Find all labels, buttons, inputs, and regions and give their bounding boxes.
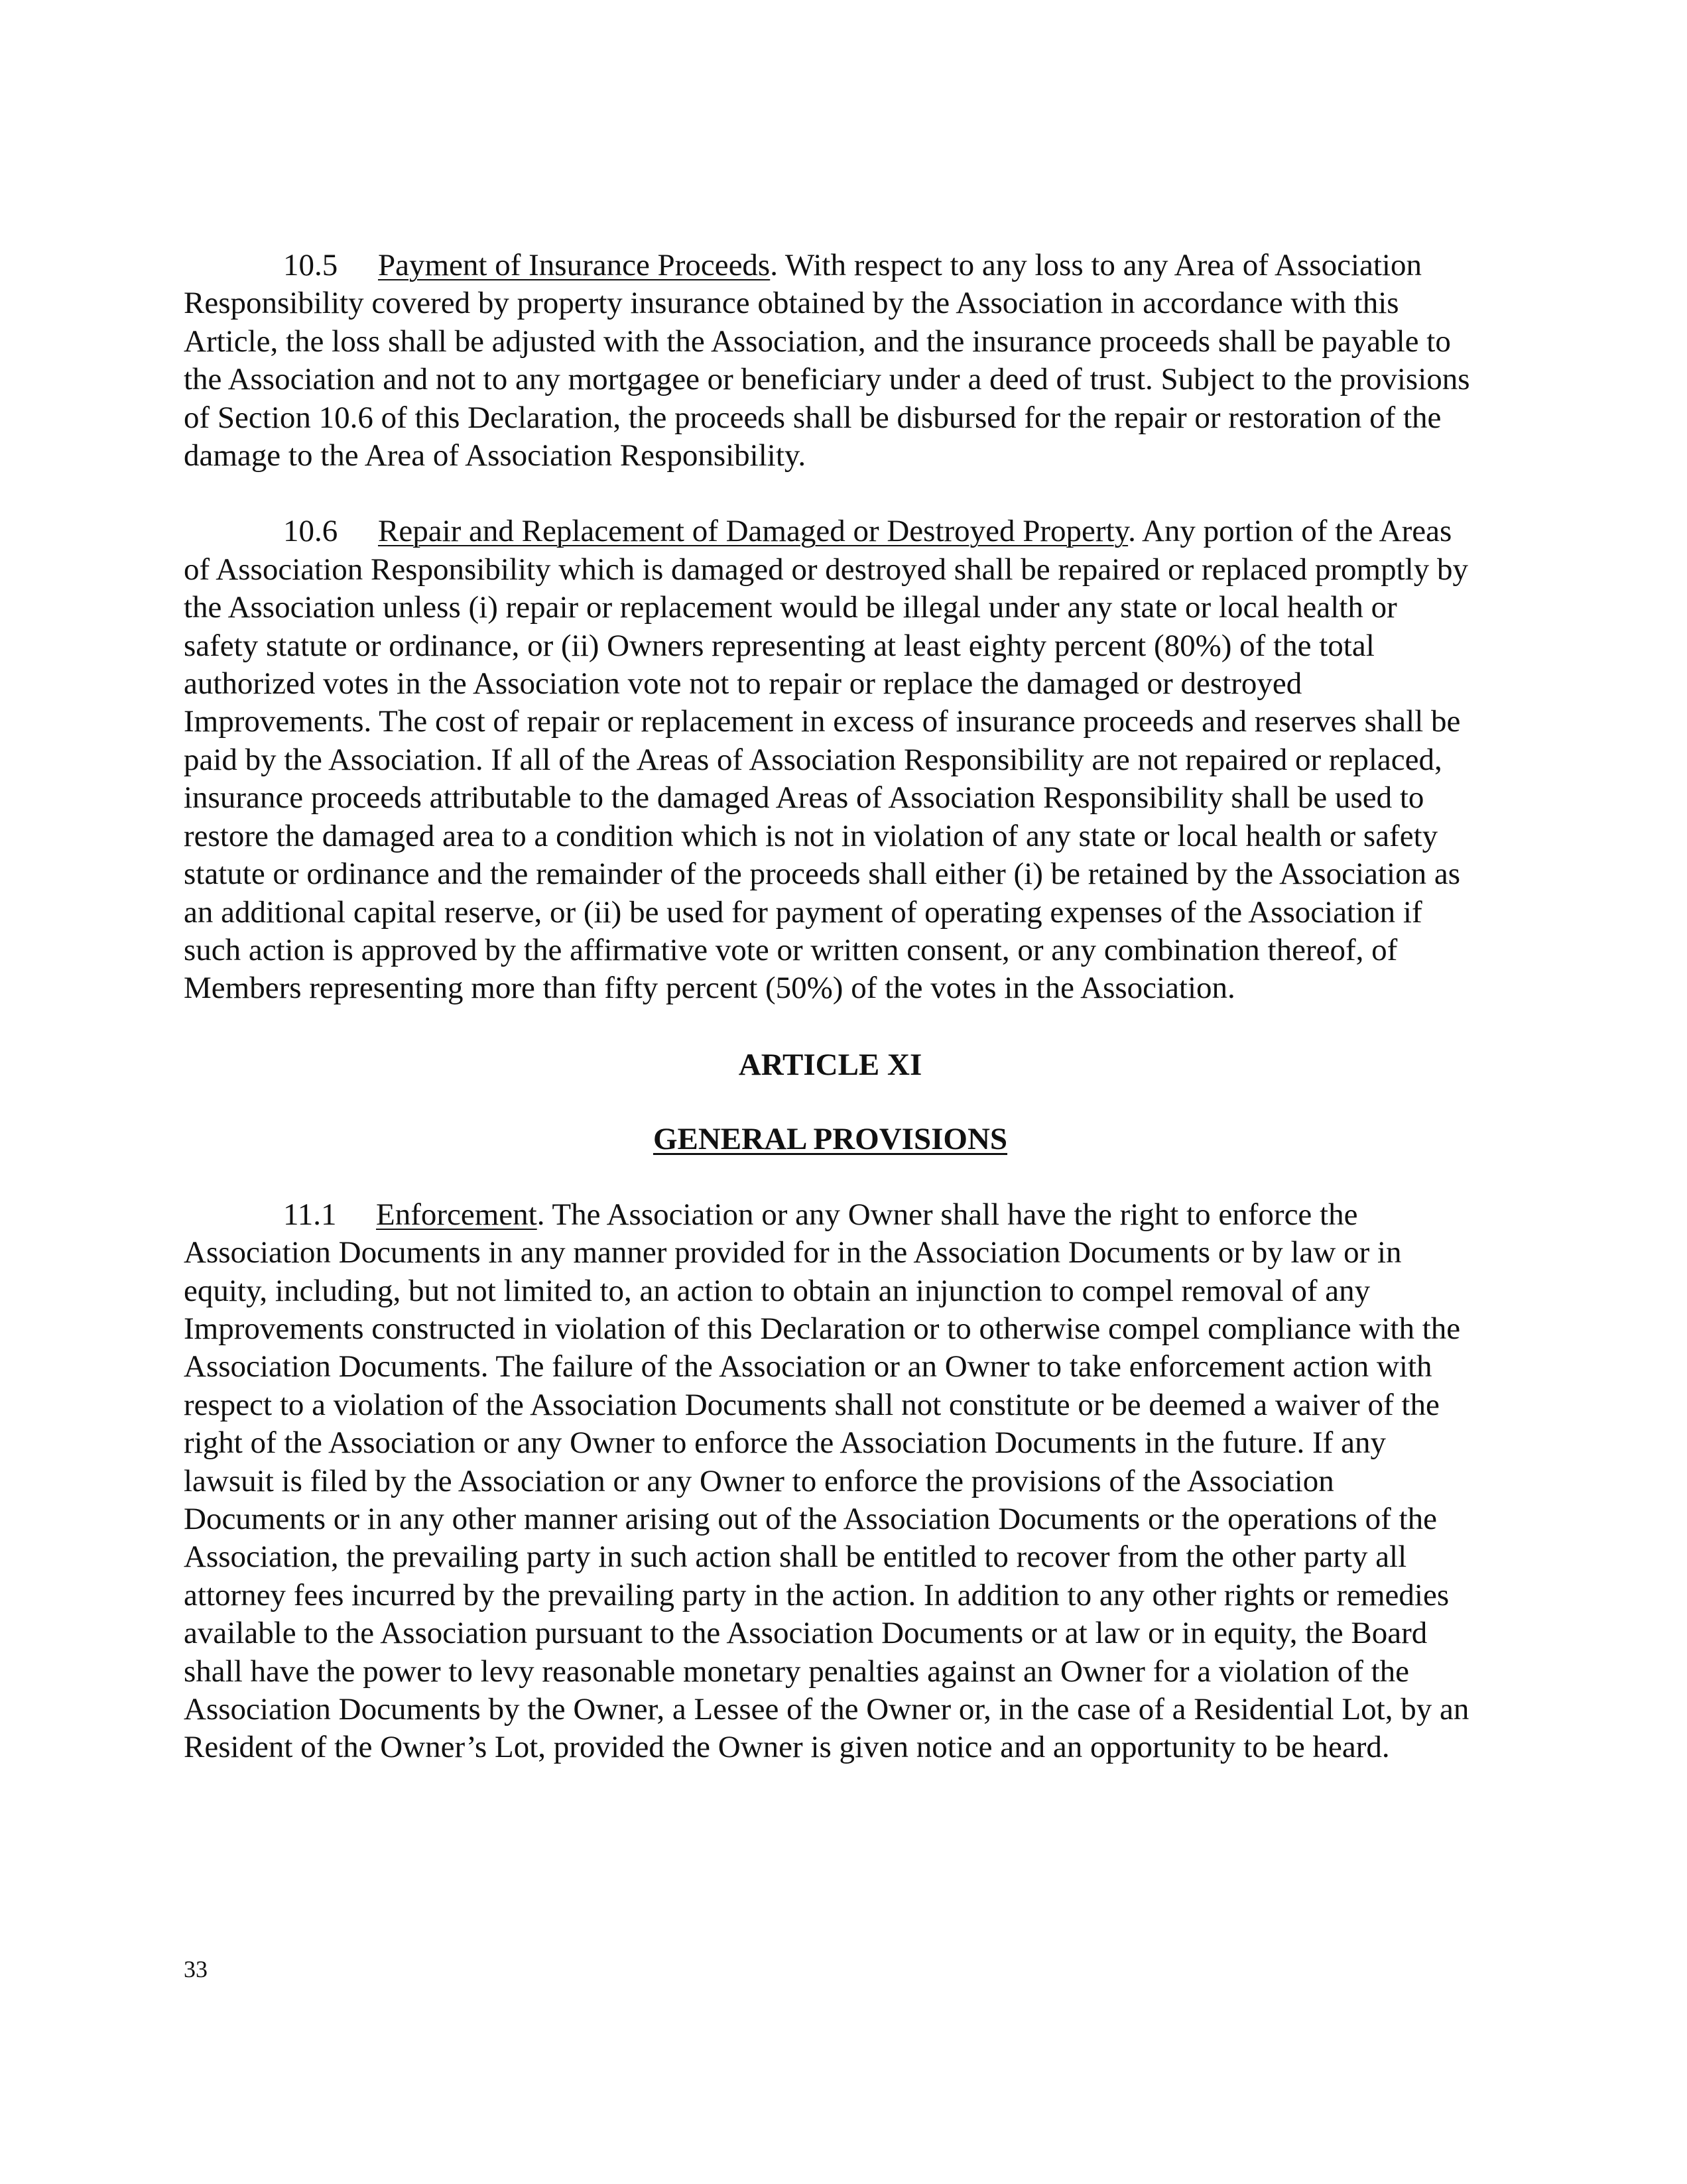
article-number: ARTICLE XI [738,1047,922,1082]
section-body: . With respect to any loss to any Area of Association Responsibility covered by property insurance obtained by the Association in accordance with this Article, the loss shall be adjusted with the Association, and the insurance proceeds shall be payable to the Association and not to any mortgagee or beneficiary under a deed of trust. Subject to the provisions of Section 10.6 of this Declaration, the proceeds shall be disbursed for the repair or restoration of the damage to the Area of Association Responsibility. [184,248,1470,473]
section-10-5 [184,247,1477,475]
section-title: Repair and Replacement of Damaged or Destroyed Property [378,514,1129,549]
section-body: . The Association or any Owner shall have the right to enforce the Association Documents in any manner provided for in the Association Documents or by law or in equity, including, but not limited to, an action to obtain an injunction to compel removal of any Improvements constructed in violation of this Declaration or to otherwise compel compliance with the Association Documents. The failure of the Association or an Owner to take enforcement action with respect to a violation of the Association Documents shall not constitute or be deemed a waiver of the right of the Association or any Owner to enforce the Association Documents in the future. If any lawsuit is filed by the Association or any Owner to enforce the provisions of the Association Documents or in any other manner arising out of the Association Documents or the operations of the Association, the prevailing party in such action shall be entitled to recover from the other party all attorney fees incurred by the prevailing party in the action. In addition to any other rights or remedies available to the Association pursuant to the Association Documents or at law or in equity, the Board shall have the power to levy reasonable monetary penalties against an Owner for a violation of the Association Documents by the Owner, a Lessee of the Owner or, in the case of a Residential Lot, by an Resident of the Owner’s Lot, provided the Owner is given notice and an opportunity to be heard. [184,1197,1469,1765]
section-body: . Any portion of the Areas of Association Responsibility which is damaged or destroyed shall be repaired or replaced promptly by the Association unless (i) repair or replacement would be illegal under any state or local health or safety statute or ordinance, or (ii) Owners representing at least eighty percent (80%) of the total authorized votes in the Association vote not to repair or replace the damaged or destroyed Improvements. The cost of repair or replacement in excess of insurance proceeds and reserves shall be paid by the Association. If all of the Areas of Association Responsibility are not repaired or replaced, insurance proceeds attributable to the damaged Areas of Association Responsibility shall be used to restore the damaged area to a condition which is not in violation of any state or local health or safety statute or ordinance and the remainder of the proceeds shall either (i) be retained by the Association as an additional capital reserve, or (ii) be used for payment of operating expenses of the Association if such action is approved by the affirmative vote or written consent, or any combination thereof, of Members representing more than fifty percent (50%) of the votes in the Association. [184,514,1468,1006]
section-number: 10.6 [283,514,338,549]
section-10-6 [184,513,1477,1007]
article-title: GENERAL PROVISIONS [653,1121,1008,1156]
section-number: 11.1 [283,1197,337,1232]
section-number: 10.5 [283,248,338,282]
section-11-1 [184,1196,1477,1767]
page-number: 33 [184,1956,208,1982]
page-content [184,247,1477,1767]
section-title: Enforcement [376,1197,537,1232]
section-title: Payment of Insurance Proceeds [378,248,771,282]
